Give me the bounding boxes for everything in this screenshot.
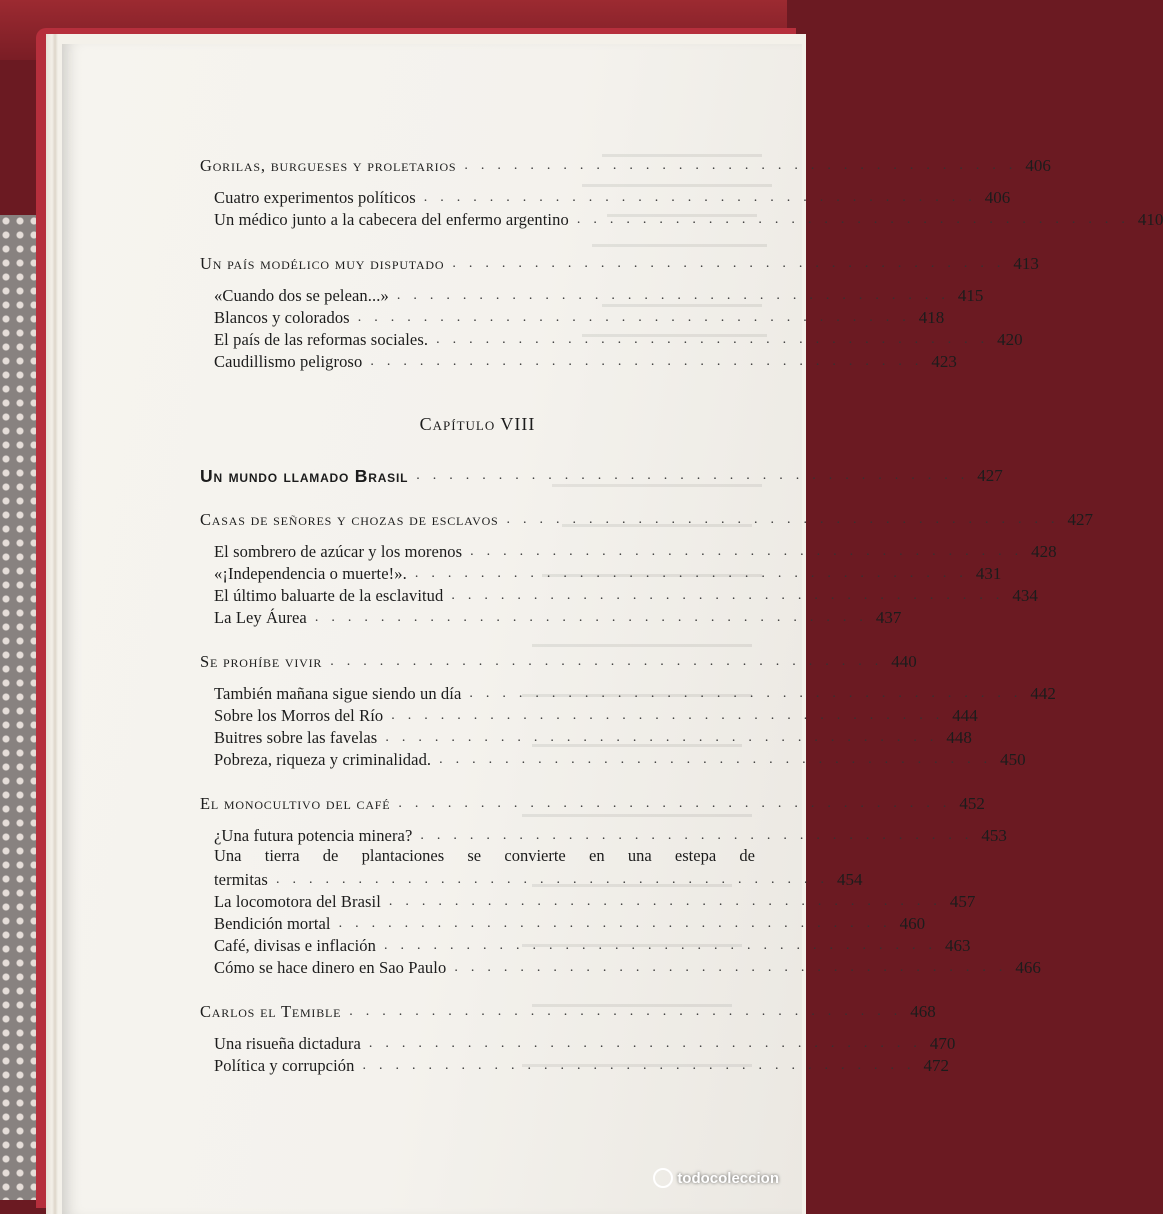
toc-section-entry: Gorilas, burgueses y proletarios .................................. 406 — [200, 156, 1051, 175]
toc-section-entry: El monocultivo del café .................................. 452 — [200, 794, 985, 813]
chapter-heading: Capítulo VIII — [419, 414, 536, 434]
toc-entry: La Ley Áurea .................................. 437 — [214, 608, 902, 627]
toc-entry: Caudillismo peligroso .................................. 423 — [214, 352, 957, 371]
toc-entry: Cómo se hace dinero en Sao Paulo .................................. 466 — [214, 958, 1041, 977]
toc-entry: ¿Una futura potencia minera? .................................. 453 — [214, 826, 1007, 845]
watermark-text: todocoleccion — [677, 1169, 779, 1187]
toc-entry: «Cuando dos se pelean...» .................................. 415 — [214, 286, 984, 305]
toc-entry: Política y corrupción .................................. 472 — [214, 1056, 949, 1075]
toc-entry: Café, divisas e inflación .................................. 463 — [214, 936, 971, 955]
toc-section-entry: Se prohíbe vivir .................................. 440 — [200, 652, 917, 671]
toc-entry: También mañana sigue siendo un día .................................. 442 — [214, 684, 1056, 703]
toc-chapter-title-entry: Un mundo llamado Brasil .................................. 427 — [200, 466, 1003, 486]
toc-entry: El sombrero de azúcar y los morenos .................................. 428 — [214, 542, 1057, 561]
toc-entry: Blancos y colorados .................................. 418 — [214, 308, 945, 327]
watermark — [653, 1168, 779, 1188]
toc-entry: Sobre los Morros del Río .................................. 444 — [214, 706, 978, 725]
toc-entry: Cuatro experimentos políticos .................................. 406 — [214, 188, 1011, 207]
toc-entry: Bendición mortal .................................. 460 — [214, 914, 926, 933]
toc-entry: La locomotora del Brasil .................................. 457 — [214, 892, 976, 911]
toc-section-entry: Casas de señores y chozas de esclavos .................................. 427 — [200, 510, 1094, 529]
toc-entry: Buitres sobre las favelas .................................. 448 — [214, 728, 972, 747]
toc-entry: Pobreza, riqueza y criminalidad. .................................. 450 — [214, 750, 1026, 769]
toc-entry: Una risueña dictadura .................................. 470 — [214, 1034, 956, 1053]
toc-entry: Un médico junto a la cabecera del enfermo argentino .................................. 410 — [214, 210, 1163, 229]
toc-entry: «¡Independencia o muerte!». .................................. 431 — [214, 564, 1002, 583]
toc-section-entry: Un país modélico muy disputado .................................. 413 — [200, 254, 1039, 273]
toc-section-entry: Carlos el Temible .................................. 468 — [200, 1002, 936, 1021]
watermark-logo-icon — [653, 1168, 673, 1188]
toc-entry: El país de las reformas sociales. .................................. 420 — [214, 330, 1023, 349]
toc-entry: termitas .................................. 454 — [214, 870, 863, 889]
toc-entry: El último baluarte de la esclavitud .................................. 434 — [214, 586, 1038, 605]
toc-entry-first-line: Una tierra de plantaciones se convierte en una estepa de — [214, 846, 755, 865]
